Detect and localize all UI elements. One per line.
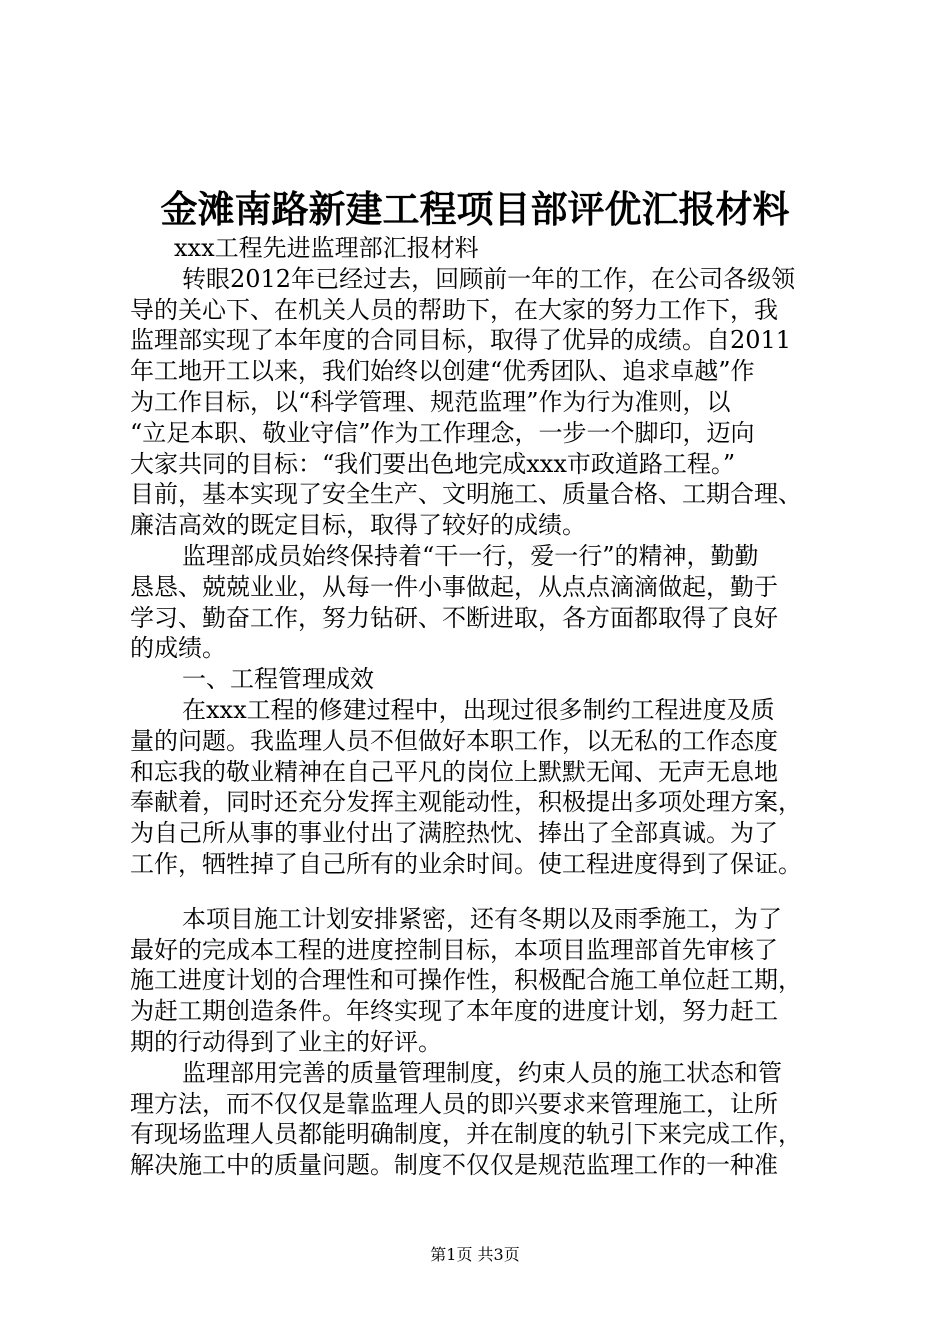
paragraph-line: 量的问题。我监理人员不但做好本职工作，以无私的工作态度: [130, 726, 778, 755]
report-subtitle: xxx工程先进监理部汇报材料: [174, 234, 479, 262]
paragraph-gap: [130, 880, 850, 904]
paragraph-line: 年工地开工以来，我们始终以创建“优秀团队、追求卓越”作: [130, 357, 755, 386]
paragraph-line: “立足本职、敬业守信”作为工作理念，一步一个脚印，迈向: [130, 418, 755, 447]
paragraph-line: 廉洁高效的既定目标，取得了较好的成绩。: [130, 511, 586, 540]
paragraph-line: 监理部成员始终保持着“干一行，爱一行”的精神，勤勤: [182, 541, 759, 570]
paragraph-line: 目前，基本实现了安全生产、文明施工、质量合格、工期合理、: [130, 480, 802, 509]
paragraph-line: 理方法，而不仅仅是靠监理人员的即兴要求来管理施工，让所: [130, 1089, 778, 1118]
paragraph-line: 为赶工期创造条件。年终实现了本年度的进度计划，努力赶工: [130, 997, 778, 1026]
paragraph-line: 监理部用完善的质量管理制度，约束人员的施工状态和管: [182, 1058, 782, 1087]
paragraph-line: 学习、勤奋工作，努力钻研、不断进取，各方面都取得了良好: [130, 603, 778, 632]
paragraph-line: 的成绩。: [130, 634, 226, 663]
page-footer: 第1页 共3页: [430, 1245, 520, 1264]
paragraph-line: 恳恳、兢兢业业，从每一件小事做起，从点点滴滴做起，勤于: [130, 572, 778, 601]
paragraph-line: 工作，牺牲掉了自己所有的业余时间。使工程进度得到了保证。: [130, 849, 802, 878]
document-title: 金滩南路新建工程项目部评优汇报材料: [160, 187, 790, 231]
paragraph-line: 大家共同的目标：“我们要出色地完成xxx市政道路工程。”: [130, 449, 736, 478]
paragraph-line: 导的关心下、在机关人员的帮助下，在大家的努力工作下，我: [130, 295, 778, 324]
paragraph-line: 和忘我的敬业精神在自己平凡的岗位上默默无闻、无声无息地: [130, 757, 778, 786]
paragraph-line: 解决施工中的质量问题。制度不仅仅是规范监理工作的一种准: [130, 1151, 778, 1180]
paragraph-line: 有现场监理人员都能明确制度，并在制度的轨引下来完成工作，: [130, 1120, 802, 1149]
paragraph-line: 奉献着，同时还充分发挥主观能动性，积极提出多项处理方案，: [130, 788, 802, 817]
paragraph-line: 本项目施工计划安排紧密，还有冬期以及雨季施工，为了: [182, 904, 782, 933]
paragraph-line: 施工进度计划的合理性和可操作性，积极配合施工单位赶工期，: [130, 966, 802, 995]
section-heading: 一、工程管理成效: [182, 665, 374, 694]
paragraph-line: 转眼2012年已经过去，回顾前一年的工作，在公司各级领: [182, 264, 796, 293]
document-body: [130, 233, 850, 1181]
paragraph-line: 在xxx工程的修建过程中，出现过很多制约工程进度及质: [182, 695, 775, 724]
paragraph-line: 为工作目标，以“科学管理、规范监理”作为行为准则，以: [130, 387, 731, 416]
paragraph-line: 为自己所从事的事业付出了满腔热忱、捧出了全部真诚。为了: [130, 819, 778, 848]
paragraph-line: 最好的完成本工程的进度控制目标，本项目监理部首先审核了: [130, 935, 778, 964]
paragraph-line: 监理部实现了本年度的合同目标，取得了优异的成绩。自2011: [130, 326, 792, 355]
paragraph-line: 期的行动得到了业主的好评。: [130, 1027, 442, 1056]
